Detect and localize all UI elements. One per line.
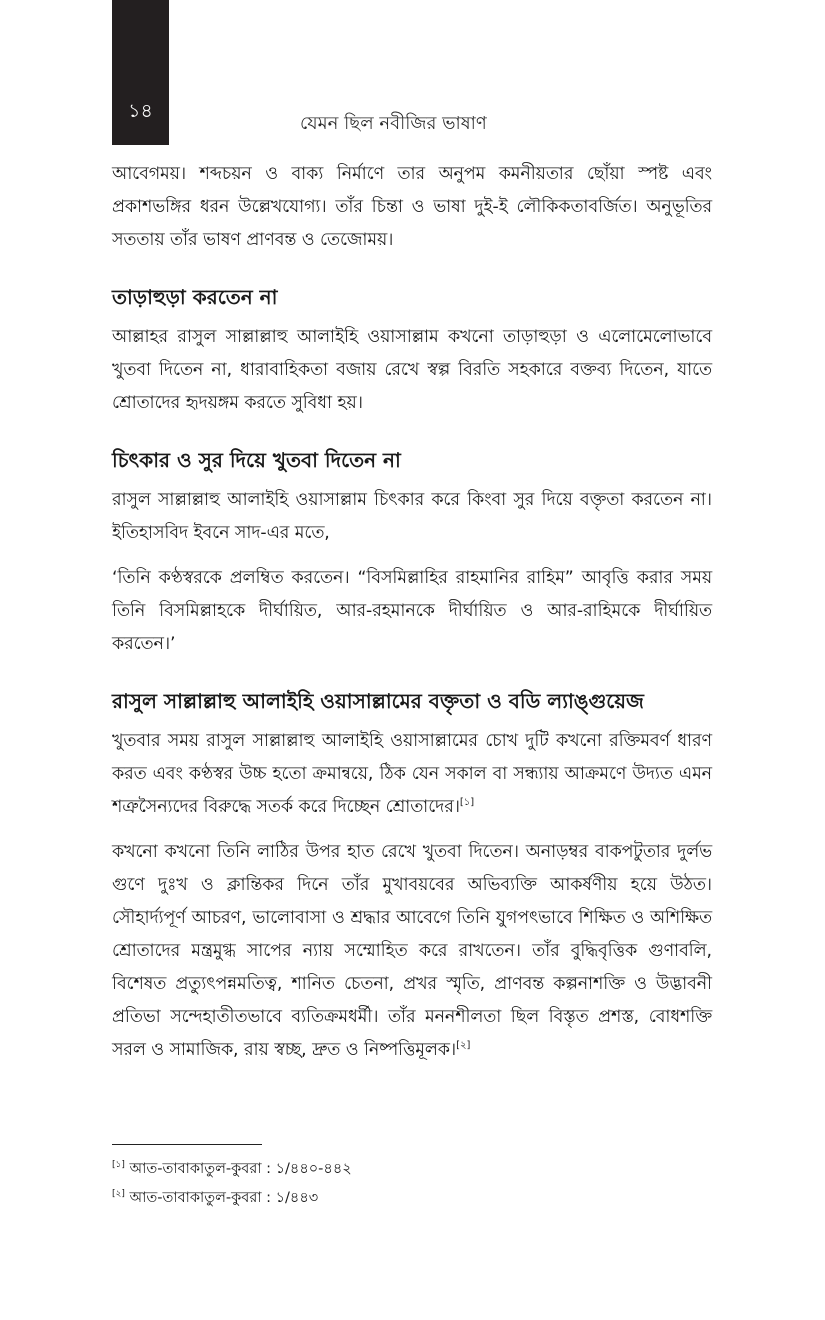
footnote-divider	[112, 1144, 262, 1145]
intro-paragraph: আবেগময়। শব্দচয়ন ও বাক্য নির্মাণে তার অনুপম কমনীয়তার ছোঁয়া স্পষ্ট এবং প্রকাশভঙ্গির ধরন উল্লেখযোগ্য। তাঁর চিন্তা ও ভাষা দুই-ই লৌকিকতাবর্জিত। অনুভূতির সততায় তাঁর ভাষণ প্রাণবন্ত ও তেজোময়।	[112, 164, 712, 250]
footnote-marker: [১]	[112, 1160, 125, 1170]
running-header: যেমন ছিল নবীজির ভাষাণ	[300, 113, 487, 134]
footnote-ref[interactable]: [১]	[459, 797, 475, 809]
footnote-text: আত-তাবাকাতুল-কুবরা : ১/৪৪০-৪৪২	[129, 1160, 352, 1177]
page-number-tab	[112, 0, 169, 145]
paragraph: আল্লাহর রাসুল সাল্লাল্লাহু আলাইহি ওয়াসাল্লাম কখনো তাড়াহুড়া ও এলোমেলোভাবে খুতবা দিতেন না, ধারাবাহিকতা বজায় রেখে স্বল্প বিরতি সহকারে বক্তব্য দিতেন, যাতে শ্রোতাদের হৃদয়ঙ্গম করতে সুবিধা হয়।	[112, 327, 712, 413]
footnotes	[112, 1153, 712, 1211]
paragraph: রাসুল সাল্লাল্লাহু আলাইহি ওয়াসাল্লাম চিৎকার করে কিংবা সুর দিয়ে বক্তৃতা করতেন না। ইতিহাসবিদ ইবনে সাদ-এর মতে,	[112, 490, 712, 543]
paragraph-text: খুতবার সময় রাসুল সাল্লাল্লাহু আলাইহি ওয়াসাল্লামের চোখ দুটি কখনো রক্তিমবর্ণ ধারণ করত এবং কণ্ঠস্বর উচ্চ হতো ক্রমান্বয়ে, ঠিক যেন সকাল বা সন্ধ্যায় আক্রমণে উদ্যত এমন শত্রুসৈন্যদের বিরুদ্ধে সতর্ক করে দিচ্ছেন শ্রোতাদের।	[112, 731, 712, 817]
page-body	[112, 158, 712, 1079]
quote-paragraph: ‘তিনি কণ্ঠস্বরকে প্রলম্বিত করতেন। “বিসমিল্লাহির রাহমানির রাহিম” আবৃত্তি করার সময় তিনি বিসমিল্লাহকে দীর্ঘায়িত, আর-রহমানকে দীর্ঘায়িত ও আর-রাহিমকে দীর্ঘায়িত করতেন।’	[112, 568, 712, 654]
page-number: ১৪	[128, 100, 153, 122]
footnote-text: আত-তাবাকাতুল-কুবরা : ১/৪৪৩	[129, 1189, 319, 1206]
footnote-ref[interactable]: [২]	[456, 1040, 471, 1052]
paragraph	[112, 836, 712, 1067]
paragraph	[112, 725, 712, 824]
section-heading: চিৎকার ও সুর দিয়ে খুতবা দিতেন না	[112, 448, 401, 472]
footnote	[112, 1153, 712, 1182]
section-heading: তাড়াহুড়া করতেন না	[112, 285, 278, 309]
footnote-marker: [২]	[112, 1188, 125, 1199]
section-heading: রাসুল সাল্লাল্লাহু আলাইহি ওয়াসাল্লামের বক্তৃতা ও বডি ল্যাঙ্গুয়েজ	[112, 689, 644, 713]
paragraph-text: কখনো কখনো তিনি লাঠির উপর হাত রেখে খুতবা দিতেন। অনাড়ম্বর বাকপটুতার দুর্লভ গুণে দুঃখ ও ক্লান্তিকর দিনে তাঁর মুখাবয়বের অভিব্যক্তি আকর্ষণীয় হয়ে উঠত। সৌহার্দ্যপূর্ণ আচরণ, ভালোবাসা ও শ্রদ্ধার আবেগে তিনি যুগপৎভাবে শিক্ষিত ও অশিক্ষিত শ্রোতাদের মন্ত্রমুগ্ধ সাপের ন্যায় সম্মোহিত করে রাখতেন। তাঁর বুদ্ধিবৃত্তিক গুণাবলি, বিশেষত প্রত্যুৎপন্নমতিত্ব, শানিত চেতনা, প্রখর স্মৃতি, প্রাণবন্ত কল্পনাশক্তি ও উদ্ভাবনী প্রতিভা সন্দেহাতীতভাবে ব্যতিক্রমধর্মী। তাঁর মননশীলতা ছিল বিস্তৃত প্রশস্ত, বোধশক্তি সরল ও সামাজিক, রায় স্বচ্ছ, দ্রুত ও নিষ্পত্তিমূলক।	[112, 842, 712, 1060]
footnote	[112, 1182, 712, 1211]
